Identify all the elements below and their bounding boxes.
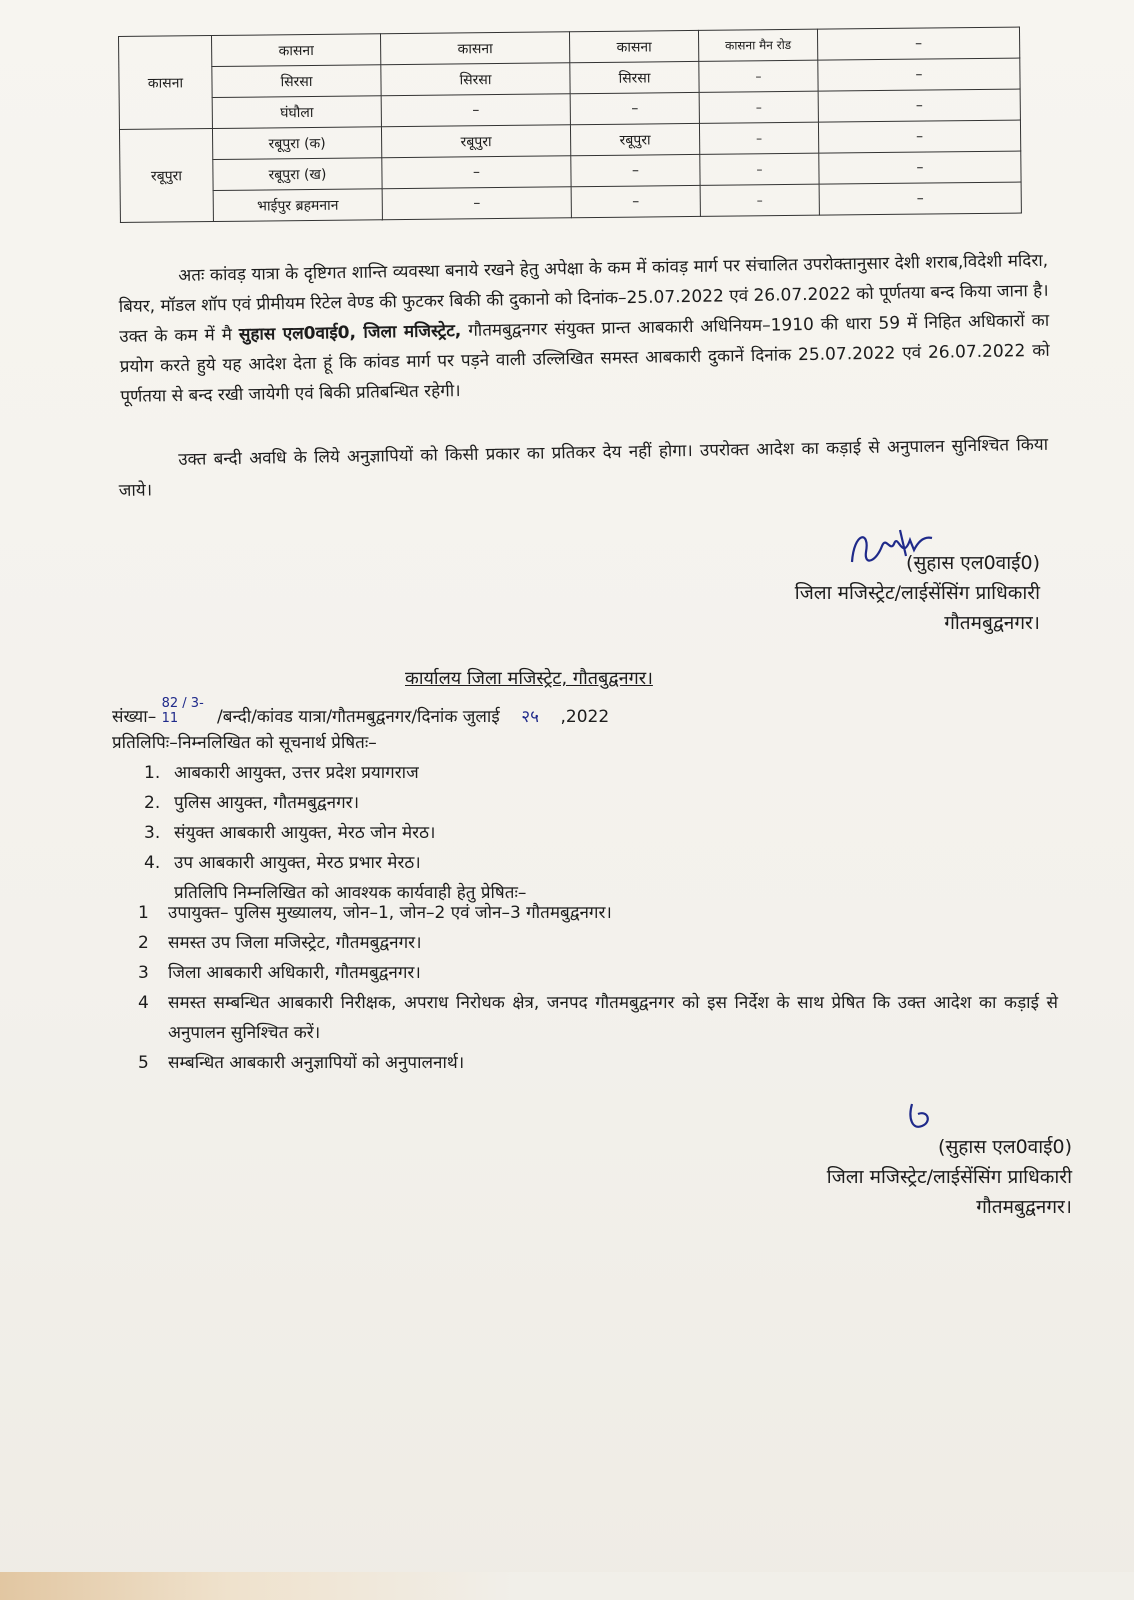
table-cell: –: [700, 184, 819, 216]
table-cell: –: [817, 27, 1019, 60]
item-number: 2: [138, 933, 149, 953]
item-text: सम्बन्धित आबकारी अनुज्ञापियों को अनुपालनार्थ।: [168, 1053, 465, 1073]
table-cell: भाईपुर ब्रहमनान: [213, 189, 382, 222]
table-cell: रबूपुरा (ख): [213, 158, 382, 191]
table-cell: –: [700, 153, 819, 185]
table-cell: –: [571, 154, 700, 186]
list-item: [138, 898, 1058, 928]
list-heading: प्रतिलिपिः–निम्नलिखित को सूचनार्थ प्रेषितः–: [112, 733, 377, 753]
list-heading: प्रतिलिपि निम्नलिखित को आवश्यक कार्यवाही हेतु प्रेषितः–: [174, 883, 527, 903]
item-number: 2.: [144, 793, 161, 813]
signatory-name: (सुहास एल0वाई0): [906, 552, 1040, 574]
reference-year: ,2022: [560, 707, 610, 727]
item-text: उप आबकारी आयुक्त, मेरठ प्रभार मेरठ।: [174, 853, 421, 873]
copy-info-list: [112, 728, 526, 908]
table-cell: कासना: [569, 30, 698, 62]
area-cell: कासना: [119, 36, 213, 130]
order-text-a: अतः कांवड़ यात्रा के दृष्टिगत शान्ति व्यवस्था बनाये रखने हेतु अपेक्षा के कम में कांवड़ मार्ग पर संचालित उपरोक्तानुसार देशी शराब,विदेशी मदिरा, बियर, मॉडल शॉप एवं प्रीमीयम रिटेल वेण्ड की फुटकर बिकी की दुकानो को दिनांक–25.07.2022 एवं 26.07.2022 को पूर्णतया बन्द किया जाना है। उक्त के कम में मै: [118, 250, 1049, 347]
signature-block-2: [716, 1132, 1072, 1222]
handwritten-reference-number: 82 / 3-11: [161, 696, 204, 726]
reference-prefix: संख्या–: [112, 707, 157, 727]
table-cell: –: [818, 89, 1020, 122]
table-cell: –: [571, 185, 700, 217]
signatory-designation: जिला मजिस्ट्रेट/लाईसेंसिंग प्राधिकारी: [794, 582, 1040, 604]
table-cell: कासना: [380, 32, 569, 65]
shop-closure-table: [118, 27, 1022, 223]
item-text: समस्त उप जिला मजिस्ट्रेट, गौतमबुद्वनगर।: [168, 933, 422, 953]
item-number: 4: [138, 993, 149, 1013]
order-text-b: गौतमबुद्वनगर संयुक्त प्रान्त आबकारी अधिनियम–1910 की धारा 59 में निहित अधिकारों का प्रयोग करते हुये यह आदेश देता हूं कि कांवड मार्ग पर पड़ने वाली उल्लिखित समस्त आबकारी दुकानें दिनांक 25.07.2022 एवं 26.07.2022 को पूर्णतया से बन्द रखी जायेगी एवं बिकी प्रतिबन्धित रहेगी।: [119, 310, 1050, 407]
table-cell: कासना: [212, 34, 381, 67]
area-cell: रबूपुरा: [119, 129, 213, 223]
item-text: जिला आबकारी अधिकारी, गौतमबुद्वनगर।: [168, 963, 421, 983]
item-number: 1.: [144, 763, 161, 783]
table-cell: –: [382, 187, 571, 220]
table-cell: –: [699, 60, 818, 92]
item-number: 5: [138, 1053, 149, 1073]
table-cell: सिरसा: [570, 61, 699, 93]
table-cell: –: [699, 91, 818, 123]
table-cell: –: [818, 120, 1020, 153]
handwritten-date-day: २५: [521, 707, 539, 727]
item-number: 3.: [144, 823, 161, 843]
table-cell: घंघौला: [212, 96, 381, 129]
list-item: [112, 818, 526, 848]
office-title: कार्यालय जिला मजिस्ट्रेट, गौतबुद्वनगर।: [405, 668, 653, 689]
handwritten-signature-2: [898, 1096, 948, 1136]
compensation-paragraph: [118, 430, 1049, 506]
page-edge-shadow: [0, 1572, 1134, 1600]
compensation-text: उक्त बन्दी अवधि के लिये अनुज्ञापियों को किसी प्रकार का प्रतिकर देय नहीं होगा। उपरोक्त आदेश का कड़ाई से अनुपालन सुनिश्चित किया जाये।: [118, 434, 1049, 501]
copy-action-list: [138, 898, 1058, 1078]
signatory-place: गौतमबुद्वनगर।: [976, 1196, 1072, 1218]
list-item: [138, 928, 1058, 958]
list-item: [138, 1048, 1058, 1078]
table-cell: सिरसा: [212, 65, 381, 98]
table-cell: –: [570, 92, 699, 124]
table-cell: –: [699, 122, 818, 154]
reference-line: [112, 696, 609, 727]
table-cell: रबूपुरा: [570, 123, 699, 155]
signature-block-1: [690, 548, 1040, 638]
table-cell: –: [819, 151, 1021, 184]
list-item: [112, 848, 526, 878]
table-cell: –: [819, 182, 1021, 215]
list-item: [138, 958, 1058, 988]
list-item: [112, 758, 526, 788]
table-cell: सिरसा: [381, 63, 570, 96]
item-text: आबकारी आयुक्त, उत्तर प्रदेश प्रयागराज: [174, 763, 419, 783]
table-cell: रबूपुरा: [381, 125, 570, 158]
magistrate-name-bold: सुहास एल0वाई0, जिला मजिस्ट्रेट,: [238, 321, 462, 345]
item-text: समस्त सम्बन्धित आबकारी निरीक्षक, अपराध निरोधक क्षेत्र, जनपद गौतमबुद्वनगर को इस निर्देश के साथ प्रेषित कि उक्त आदेश का कड़ाई से अनुपालन सुनिश्चित करें।: [168, 993, 1058, 1043]
signatory-place: गौतमबुद्वनगर।: [944, 612, 1040, 634]
list-item: [112, 788, 526, 818]
item-number: 1: [138, 903, 149, 923]
item-text: संयुक्त आबकारी आयुक्त, मेरठ जोन मेरठ।: [174, 823, 436, 843]
table-cell: कासना मैन रोड: [698, 29, 817, 61]
item-number: 3: [138, 963, 149, 983]
list-item: [138, 988, 1058, 1048]
signatory-name: (सुहास एल0वाई0): [938, 1136, 1072, 1158]
table-cell: –: [382, 156, 571, 189]
item-number: 4.: [144, 853, 161, 873]
table-cell: –: [818, 58, 1020, 91]
item-text: पुलिस आयुक्त, गौतमबुद्वनगर।: [174, 793, 360, 813]
signatory-designation: जिला मजिस्ट्रेट/लाईसेंसिंग प्राधिकारी: [826, 1166, 1072, 1188]
table-cell: –: [381, 94, 570, 127]
reference-body: /बन्दी/कांवड यात्रा/गौतमबुद्वनगर/दिनांक जुलाई: [217, 707, 500, 727]
item-text: उपायुक्त– पुलिस मुख्यालय, जोन–1, जोन–2 एवं जोन–3 गौतमबुद्वनगर।: [168, 903, 612, 923]
order-paragraph: [118, 246, 1050, 412]
table-cell: रबूपुरा (क): [212, 127, 381, 160]
